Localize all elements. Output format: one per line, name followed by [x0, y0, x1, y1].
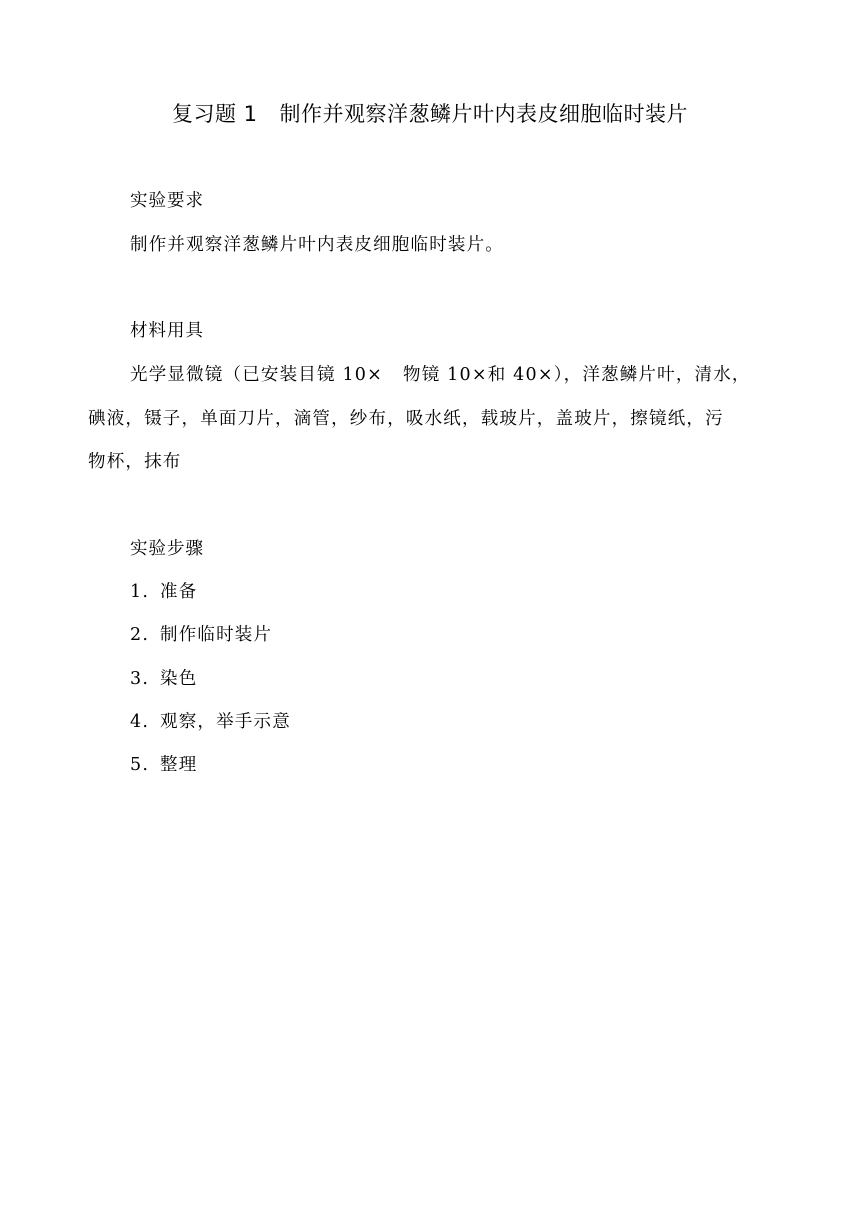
- step-label: 准备: [160, 582, 198, 602]
- step-number: 3.: [130, 669, 150, 689]
- step-number: 1.: [130, 582, 150, 602]
- materials-line-1: [130, 362, 751, 388]
- step-number: 5.: [130, 755, 150, 775]
- step-label: 染色: [160, 669, 198, 689]
- materials-line-1-part-2: 物镜 10×和 40×），洋葱鳞片叶，清水，: [403, 365, 751, 385]
- list-item: [130, 579, 197, 605]
- title-number: 复习题 1: [171, 102, 258, 126]
- requirements-heading: 实验要求: [130, 191, 204, 211]
- steps-heading: 实验步骤: [130, 539, 204, 559]
- materials-heading: 材料用具: [130, 321, 204, 341]
- materials-line-1-part-1: 光学显微镜（已安装目镜 10×: [130, 365, 383, 385]
- step-label: 整理: [160, 755, 198, 775]
- step-number: 4.: [130, 712, 150, 732]
- materials-line-3: 物杯，抹布: [88, 452, 182, 472]
- step-label: 观察，举手示意: [160, 712, 291, 732]
- step-number: 2.: [130, 625, 150, 645]
- step-label: 制作临时装片: [160, 625, 273, 645]
- list-item: [130, 622, 272, 648]
- list-item: [130, 709, 291, 735]
- materials-line-2: 碘液，镊子，单面刀片，滴管，纱布，吸水纸，载玻片，盖玻片，擦镜纸，污: [88, 409, 724, 429]
- list-item: [130, 666, 197, 692]
- list-item: [130, 752, 197, 778]
- requirements-body: 制作并观察洋葱鳞片叶内表皮细胞临时装片。: [130, 235, 504, 255]
- title-text: 制作并观察洋葱鳞片叶内表皮细胞临时装片: [279, 102, 689, 126]
- document-title: [0, 98, 860, 130]
